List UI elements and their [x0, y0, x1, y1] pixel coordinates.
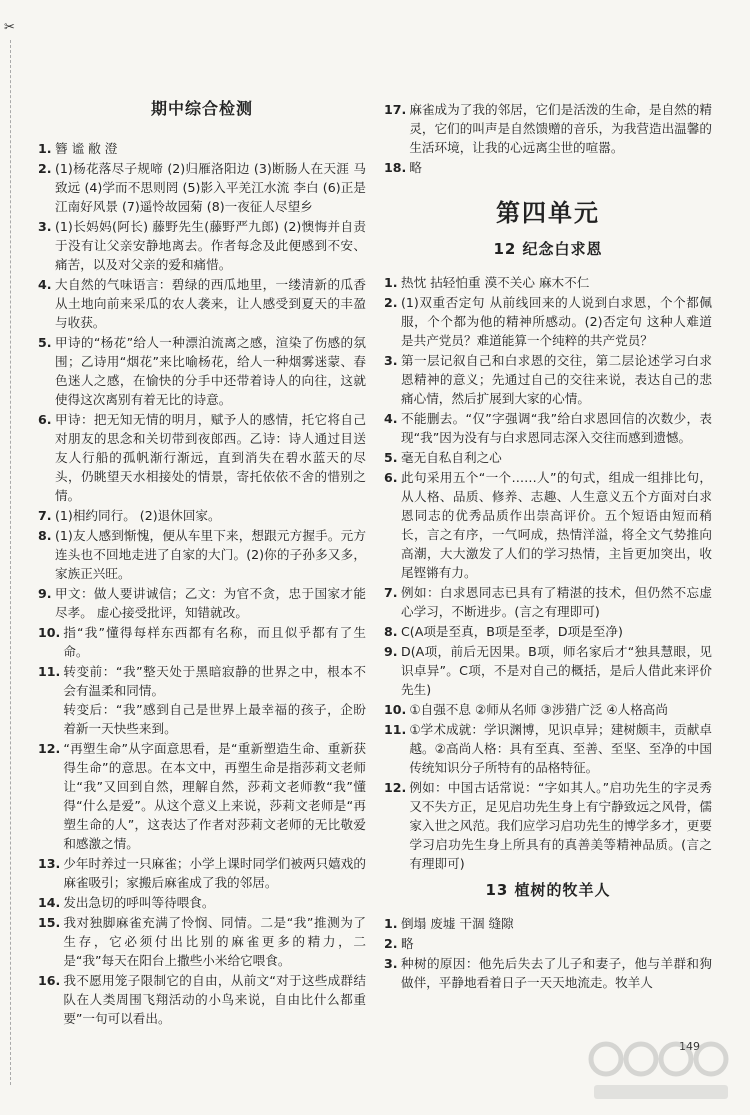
answer-text: 我对独脚麻雀充满了怜悯、同情。二是“我”推测为了生存，它必须付出比别的麻雀更多的精力，二是“我”每天在阳台上撒些小米给它喂食。 — [63, 915, 366, 968]
answer-number: 1. — [384, 275, 398, 290]
answer-number: 1. — [38, 141, 52, 156]
answer-item — [38, 662, 366, 738]
answer-number: 2. — [384, 936, 398, 951]
answer-list-lesson-13 — [384, 914, 712, 992]
answer-item — [384, 158, 712, 177]
answer-text: ①自强不息 ②师从名师 ③涉猎广泛 ④人格高尚 — [409, 702, 668, 717]
scissors-icon: ✂ — [4, 20, 15, 35]
answer-number: 14. — [38, 895, 61, 910]
answer-item — [384, 720, 712, 777]
answer-text: 种树的原因：他先后失去了儿子和妻子，他与羊群和狗做伴，平静地看着日子一天天地流走。牧羊人 — [401, 956, 712, 990]
answer-item — [384, 700, 712, 719]
answer-number: 4. — [384, 411, 398, 426]
answer-text: ①学术成就：学识渊博，见识卓异；建树颇丰，贡献卓越。②高尚人格：具有至真、至善、至坚、至净的中国传统知识分子所特有的品格特征。 — [409, 722, 712, 775]
answer-text: 麻雀成为了我的邻居，它们是活泼的生命，是自然的精灵，它们的叫声是自然馈赠的音乐，为我营造出温馨的生活环境，让我的心远离尘世的喧嚣。 — [409, 102, 712, 155]
answer-number: 3. — [384, 353, 398, 368]
answer-item — [38, 139, 366, 158]
answer-text: 少年时养过一只麻雀；小学上课时同学们被两只嬉戏的麻雀吸引；家搬后麻雀成了我的邻居。 — [63, 856, 366, 890]
lesson-12-title: 12 纪念白求恩 — [493, 240, 603, 258]
answer-text: D(A项，前后无因果。B项，师名家后才“独具慧眼，见识卓异”。C项，不是对自己的概括，是后人借此来评价先生) — [401, 644, 712, 697]
answer-item — [384, 934, 712, 953]
answer-item — [384, 448, 712, 467]
lesson-13-title: 13 植树的牧羊人 — [485, 881, 611, 899]
answer-item — [384, 914, 712, 933]
answer-number: 5. — [384, 450, 398, 465]
answer-number: 4. — [38, 277, 52, 292]
answer-number: 10. — [384, 702, 407, 717]
answer-number: 17. — [384, 102, 407, 117]
answer-number: 13. — [38, 856, 61, 871]
answer-text: (1)长妈妈(阿长) 藤野先生(藤野严九郎) (2)懊悔并自责于没有让父亲安静地离去。作者每念及此便感到不安、痛苦，以及对父亲的爱和痛惜。 — [55, 219, 366, 272]
answer-number: 1. — [384, 916, 398, 931]
answer-item — [38, 623, 366, 661]
answer-number: 2. — [38, 161, 52, 176]
answer-text: 第一层记叙自己和白求恩的交往，第二层论述学习白求恩精神的意义；先通过自己的交往来说，表达自己的悲痛心情，然后扩展到大家的心情。 — [401, 353, 712, 406]
answer-item — [38, 159, 366, 216]
answer-item — [38, 584, 366, 622]
answer-number: 9. — [38, 586, 52, 601]
answer-number: 12. — [38, 741, 61, 756]
answer-item — [384, 100, 712, 157]
answer-text: 甲文：做人要讲诚信；乙文：为官不贪，忠于国家才能尽孝。 虚心接受批评，知错就改。 — [55, 586, 366, 620]
answer-item — [384, 409, 712, 447]
answer-item — [38, 893, 366, 912]
answer-item — [384, 954, 712, 992]
answer-item — [38, 526, 366, 583]
answer-item — [384, 273, 712, 292]
answer-item — [384, 583, 712, 621]
answer-number: 11. — [384, 722, 407, 737]
answer-number: 3. — [384, 956, 398, 971]
answer-number: 15. — [38, 915, 61, 930]
answer-text: 转变前：“我”整天处于黑暗寂静的世界之中，根本不会有温柔和同情。 转变后：“我”感到自己是世界上最幸福的孩子，企盼着新一天快些来到。 — [63, 664, 366, 736]
answer-text: C(A项是至真，B项是至孝，D项是至净) — [401, 624, 623, 639]
answer-text: 甲诗：把无知无情的明月，赋予人的感情，托它将自己对朋友的思念和关切带到夜郎西。乙诗：诗人通过目送友人行船的孤帆渐行渐远，直到消失在碧水蓝天的尽头，仍眺望天水相接处的情景，寄托依依不舍的惜别之情。 — [55, 412, 366, 503]
answer-number: 5. — [38, 335, 52, 350]
answer-text: 指“我”懂得每样东西都有名称，而且似乎都有了生命。 — [63, 625, 366, 659]
answer-text: 发出急切的呼叫等待喂食。 — [63, 895, 215, 910]
answer-number: 8. — [384, 624, 398, 639]
answer-text: 我不愿用笼子限制它的自由，从前文“对于这些成群结队在人类周围飞翔活动的小鸟来说，自由比什么都重要”一句可以看出。 — [63, 973, 366, 1026]
watermark-logo — [586, 1037, 736, 1107]
answer-number: 3. — [38, 219, 52, 234]
right-column — [384, 100, 712, 993]
answer-text: (1)杨花落尽子规啼 (2)归雁洛阳边 (3)断肠人在天涯 马致远 (4)学而不思则罔 (5)影入平羌江水流 李白 (6)正是江南好风景 (7)遥怜故园菊 (8)一夜征人尽望乡 — [55, 161, 366, 214]
answer-text: “再塑生命”从字面意思看，是“重新塑造生命、重新获得生命”的意思。在本文中，再塑生命是指莎莉文老师让“我”又回到自然，理解自然，莎莉文老师教“我”懂得“什么是爱”。从这个意义上来说，莎莉文老师是“再塑生命的人”，这表达了作者对莎莉文老师的无比敬爱和感激之情。 — [63, 741, 366, 851]
answer-text: 略 — [401, 936, 414, 951]
answer-number: 18. — [384, 160, 407, 175]
answer-item — [384, 778, 712, 873]
answer-number: 11. — [38, 664, 61, 679]
answer-number: 6. — [384, 470, 398, 485]
answer-text: 簪 谧 敝 澄 — [55, 141, 118, 156]
answer-number: 16. — [38, 973, 61, 988]
answer-item — [384, 642, 712, 699]
answer-number: 6. — [38, 412, 52, 427]
answer-item — [384, 622, 712, 641]
answer-text: 热忱 拈轻怕重 漠不关心 麻木不仁 — [401, 275, 590, 290]
answer-item — [38, 854, 366, 892]
answer-text: 毫无自私自利之心 — [401, 450, 502, 465]
answer-text: 略 — [409, 160, 422, 175]
answer-number: 10. — [38, 625, 61, 640]
answer-item — [38, 971, 366, 1028]
answer-text: 不能删去。“仅”字强调“我”给白求恩回信的次数少，表现“我”因为没有与白求恩同志深入交往而感到遗憾。 — [401, 411, 712, 445]
answer-text: 倒塌 废墟 干涸 缝隙 — [401, 916, 514, 931]
answer-number: 7. — [384, 585, 398, 600]
page-number: 149 — [679, 1040, 700, 1053]
answer-text: 大自然的气味语言：碧绿的西瓜地里，一缕清新的瓜香从土地向前来采瓜的农人袭来，让人感受到夏天的丰盈与收获。 — [55, 277, 366, 330]
answer-text: (1)双重否定句 从前线回来的人说到白求恩，个个都佩服，个个都为他的精神所感动。(2)否定句 这种人难道是共产党员？难道能算一个纯粹的共产党员？ — [401, 295, 712, 348]
unit-title: 第四单元 — [496, 199, 600, 227]
section-heading: 期中综合检测 — [150, 99, 253, 118]
answer-number: 7. — [38, 508, 52, 523]
answer-text: 甲诗的“杨花”给人一种漂泊流离之感，渲染了伤感的氛围；乙诗用“烟花”来比喻杨花，给人一种烟雾迷蒙、春色迷人之感，在愉快的分手中还带着诗人的向往，这就使得这次离别有着无比的诗意。 — [55, 335, 366, 407]
answer-number: 2. — [384, 295, 398, 310]
answer-text: 此句采用五个“一个……人”的句式，组成一组排比句，从人格、品质、修养、志趣、人生意义五个方面对白求恩同志的优秀品质作出崇高评价。五个短语由短而稍长，言之有序，一气呵成，热情洋溢，将全文气势推向高潮，大大激发了人们的学习热情，主旨更加突出，收尾铿锵有力。 — [401, 470, 712, 580]
answer-number: 12. — [384, 780, 407, 795]
answer-list-lesson-12 — [384, 273, 712, 873]
answer-item — [38, 913, 366, 970]
answer-text: (1)友人感到惭愧，便从车里下来，想跟元方握手。元方连头也不回地走进了自家的大门。(2)你的子孙多又多，家族正兴旺。 — [55, 528, 366, 581]
answer-text: 例如：白求恩同志已具有了精湛的技术，但仍然不忘虚心学习，不断进步。(言之有理即可) — [401, 585, 712, 619]
answer-item — [38, 739, 366, 853]
answer-item — [38, 506, 366, 525]
answer-list-right-top — [384, 100, 712, 177]
answer-item — [38, 275, 366, 332]
answer-item — [384, 351, 712, 408]
answer-item — [38, 410, 366, 505]
answer-list-left — [38, 139, 366, 1028]
answer-item — [384, 293, 712, 350]
answer-item — [38, 217, 366, 274]
answer-text: (1)相约同行。 (2)退休回家。 — [55, 508, 221, 523]
answer-number: 8. — [38, 528, 52, 543]
answer-text: 例如：中国古话常说：“字如其人。”启功先生的字灵秀又不失方正，足见启功先生身上有宁静致远之风骨，儒家入世之风范。我们应学习启功先生的博学多才，更要学习启功先生身上所具有的真善美等精神品质。(言之有理即可) — [409, 780, 712, 871]
cut-line — [10, 40, 11, 1085]
answer-item — [384, 468, 712, 582]
answer-number: 9. — [384, 644, 398, 659]
answer-item — [38, 333, 366, 409]
left-column — [38, 96, 366, 1029]
